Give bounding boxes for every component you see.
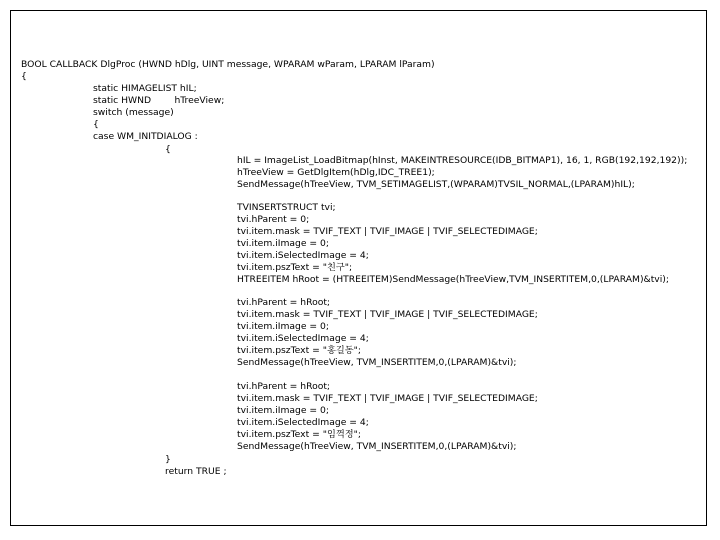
code-line: tvi.item.iImage = 0; <box>237 321 329 332</box>
code-line: return TRUE ; <box>165 466 227 477</box>
code-line: } <box>165 454 171 465</box>
code-line: tvi.item.mask = TVIF_TEXT | TVIF_IMAGE | TVIF_SELECTEDIMAGE; <box>237 226 538 237</box>
code-line: TVINSERTSTRUCT tvi; <box>237 202 336 213</box>
code-slide-frame <box>10 10 707 526</box>
code-line: tvi.hParent = 0; <box>237 214 310 225</box>
code-line: tvi.hParent = hRoot; <box>237 381 331 392</box>
code-line: tvi.hParent = hRoot; <box>237 297 331 308</box>
code-line: tvi.item.iImage = 0; <box>237 238 329 249</box>
code-line: switch (message) <box>93 107 174 118</box>
code-line: SendMessage(hTreeView, TVM_INSERTITEM,0,(LPARAM)&tvi); <box>237 441 517 452</box>
code-line: tvi.item.iSelectedImage = 4; <box>237 333 369 344</box>
code-line: tvi.item.iSelectedImage = 4; <box>237 250 369 261</box>
code-line: static HWND hTreeView; <box>93 95 225 106</box>
code-line: tvi.item.iSelectedImage = 4; <box>237 417 369 428</box>
code-line: SendMessage(hTreeView, TVM_SETIMAGELIST,(WPARAM)TVSIL_NORMAL,(LPARAM)hIL); <box>237 179 635 190</box>
code-line: { <box>165 144 171 155</box>
code-line: tvi.item.iImage = 0; <box>237 405 329 416</box>
code-line: tvi.item.pszText = "임꺽정"; <box>237 429 361 440</box>
code-line: static HIMAGELIST hIL; <box>93 83 197 94</box>
code-line: hIL = ImageList_LoadBitmap(hInst, MAKEINTRESOURCE(IDB_BITMAP1), 16, 1, RGB(192,192,192)); <box>237 155 688 166</box>
code-line: { <box>93 119 99 130</box>
code-line: HTREEITEM hRoot = (HTREEITEM)SendMessage(hTreeView,TVM_INSERTITEM,0,(LPARAM)&tvi); <box>237 274 669 285</box>
code-line: tvi.item.pszText = "친구"; <box>237 262 353 273</box>
code-line: { <box>21 71 27 82</box>
code-listing <box>11 11 708 527</box>
code-line: case WM_INITDIALOG : <box>93 131 198 142</box>
code-line: tvi.item.mask = TVIF_TEXT | TVIF_IMAGE | TVIF_SELECTEDIMAGE; <box>237 393 538 404</box>
code-line: tvi.item.pszText = "홍길동"; <box>237 345 361 356</box>
code-line: BOOL CALLBACK DlgProc (HWND hDlg, UINT message, WPARAM wParam, LPARAM lParam) <box>21 59 435 70</box>
code-line: SendMessage(hTreeView, TVM_INSERTITEM,0,(LPARAM)&tvi); <box>237 357 517 368</box>
code-line: hTreeView = GetDlgItem(hDlg,IDC_TREE1); <box>237 167 435 178</box>
code-line: tvi.item.mask = TVIF_TEXT | TVIF_IMAGE | TVIF_SELECTEDIMAGE; <box>237 309 538 320</box>
